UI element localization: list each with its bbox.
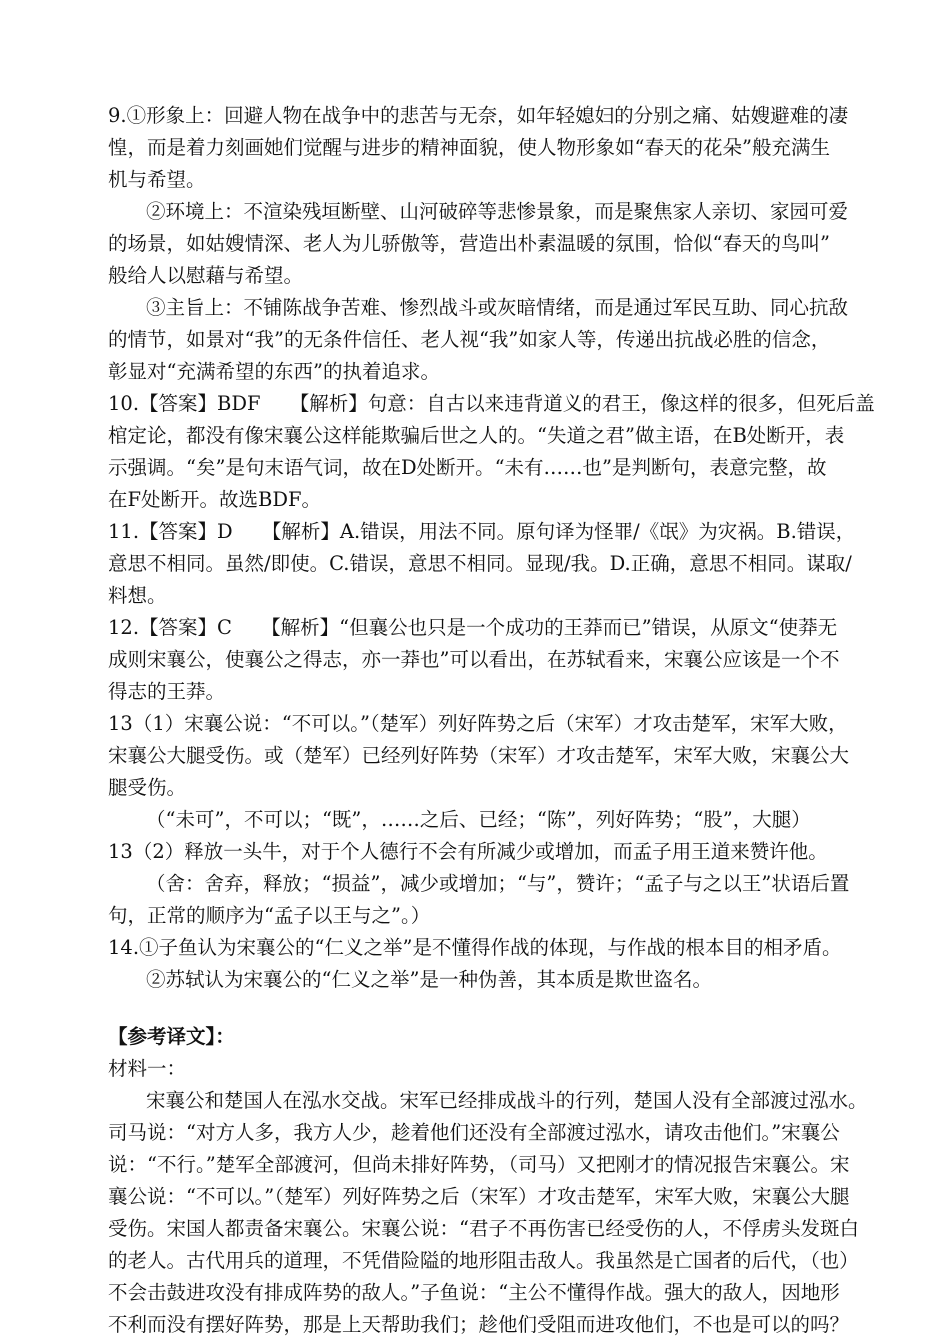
reference-translation-heading: 【参考译文】： — [108, 1025, 235, 1048]
answer-9-line-1: 9.①形象上：回避人物在战争中的悲苦与无奈，如年轻媳妇的分别之痛、姑嫂避难的凄 — [108, 104, 849, 127]
answer-9-line-5: 的场景，如姑嫂情深、老人为儿骄傲等，营造出朴素温暖的氛围，恰似“春天的鸟叫” — [108, 232, 830, 255]
translation-line-2: 司马说：“对方人多，我方人少，趁着他们还没有全部渡过泓水，请攻击他们。”宋襄公 — [108, 1121, 840, 1144]
answer-10-line-4: 在F处断开。故选BDF。 — [108, 488, 322, 511]
translation-line-1: 宋襄公和楚国人在泓水交战。宋军已经排成战斗的行列，楚国人没有全部渡过泓水。 — [146, 1089, 868, 1112]
answer-14-line-1: 14.①子鱼认为宋襄公的“仁义之举”是不懂得作战的体现，与作战的根本目的相矛盾。 — [108, 936, 842, 959]
answer-13-1-line-1: 13（1）宋襄公说：“不可以。”（楚军）列好阵势之后（宋军）才攻击楚军，宋军大败， — [108, 712, 848, 735]
answer-11-line-2: 意思不相同。虽然/即使。C.错误，意思不相同。显现/我。D.正确，意思不相同。谋取/ — [108, 552, 852, 575]
answer-9-line-2: 惶，而是着力刻画她们觉醒与进步的精神面貌，使人物形象如“春天的花朵”般充满生 — [108, 136, 830, 159]
translation-line-7: 不会击鼓进攻没有排成阵势的敌人。”子鱼说：“主公不懂得作战。强大的敌人，因地形 — [108, 1281, 840, 1304]
answer-9-line-6: 般给人以慰藉与希望。 — [108, 264, 304, 287]
answer-14-line-2: ②苏轼认为宋襄公的“仁义之举”是一种伪善，其本质是欺世盗名。 — [146, 968, 712, 991]
translation-line-3: 说：“不行。”楚军全部渡河，但尚未排好阵势，（司马）又把刚才的情况报告宋襄公。宋 — [108, 1153, 850, 1176]
translation-line-8: 不利而没有摆好阵势，那是上天帮助我们；趁他们受阻而进攻他们，不也是可以的吗？ — [108, 1313, 850, 1336]
answer-9-line-4: ②环境上：不渲染残垣断壁、山河破碎等悲惨景象，而是聚焦家人亲切、家园可爱 — [146, 200, 849, 223]
answer-11-line-1: 11.【答案】D 【解析】A.错误，用法不同。原句译为怪罪/《氓》为灾祸。B.错误， — [108, 520, 856, 543]
answer-13-1-line-3: 腿受伤。 — [108, 776, 187, 799]
answer-10-line-3: 示强调。“矣”是句末语气词，故在D处断开。“未有……也”是判断句，表意完整，故 — [108, 456, 827, 479]
translation-line-5: 受伤。宋国人都责备宋襄公。宋襄公说：“君子不再伤害已经受伤的人，不俘虏头发斑白 — [108, 1217, 859, 1240]
answer-13-2-note-2: 句，正常的顺序为“孟子以王与之”。） — [108, 904, 431, 927]
answer-13-1-note: （“未可”，不可以；“既”，……之后、已经；“陈”，列好阵势；“股”，大腿） — [146, 808, 811, 831]
answer-12-line-3: 得志的王莽。 — [108, 680, 226, 703]
answer-13-2-note-1: （舍：舍弃，释放；“损益”，减少或增加；“与”，赞许；“孟子与之以王”状语后置 — [146, 872, 850, 895]
translation-line-4: 襄公说：“不可以。”（楚军）列好阵势之后（宋军）才攻击楚军，宋军大败，宋襄公大腿 — [108, 1185, 850, 1208]
answer-9-line-3: 机与希望。 — [108, 168, 206, 191]
answer-9-line-8: 的情节，如景对“我”的无条件信任、老人视“我”如家人等，传递出抗战必胜的信念， — [108, 328, 831, 351]
answer-10-line-2: 棺定论，都没有像宋襄公这样能欺骗后世之人的。“失道之君”做主语，在B处断开，表 — [108, 424, 845, 447]
answer-9-line-7: ③主旨上：不铺陈战争苦难、惨烈战斗或灰暗情绪，而是通过军民互助、同心抗敌 — [146, 296, 849, 319]
answer-11-line-3: 料想。 — [108, 584, 167, 607]
answer-13-2-line-1: 13（2）释放一头牛，对于个人德行不会有所减少或增加，而孟子用王道来赞许他。 — [108, 840, 828, 863]
answer-12-line-2: 成则宋襄公，使襄公之得志，亦一莽也”可以看出，在苏轼看来，宋襄公应该是一个不 — [108, 648, 840, 671]
answer-13-1-line-2: 宋襄公大腿受伤。或（楚军）已经列好阵势（宋军）才攻击楚军，宋军大败，宋襄公大 — [108, 744, 850, 767]
translation-line-6: 的老人。古代用兵的道理，不凭借险隘的地形阻击敌人。我虽然是亡国者的后代，（也） — [108, 1249, 859, 1272]
material-one-label: 材料一： — [108, 1057, 187, 1080]
answer-10-line-1: 10.【答案】BDF 【解析】句意：自古以来违背道义的君王，像这样的很多，但死后盖 — [108, 392, 875, 415]
answer-12-line-1: 12.【答案】C 【解析】“但襄公也只是一个成功的王莽而已”错误，从原文“使莽无 — [108, 616, 838, 639]
answer-9-line-9: 彰显对“充满希望的东西”的执着追求。 — [108, 360, 440, 383]
